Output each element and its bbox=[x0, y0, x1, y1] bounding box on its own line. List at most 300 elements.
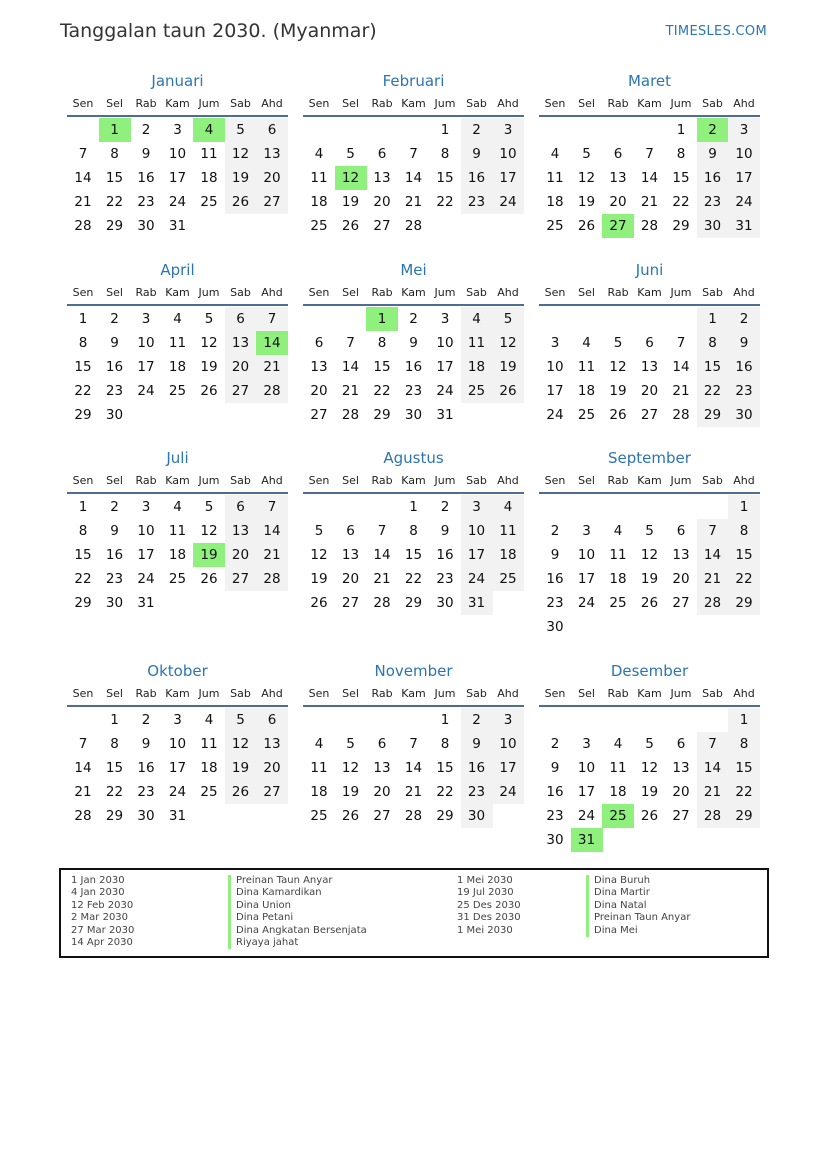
day-cell: 23 bbox=[105, 383, 124, 399]
day-cell: 29 bbox=[74, 595, 92, 611]
day-cell: 11 bbox=[492, 519, 524, 543]
month-name: Juli bbox=[166, 449, 189, 467]
day-cell: 6 bbox=[256, 708, 288, 732]
day-cell: 24 bbox=[577, 808, 596, 824]
day-cell: 29 bbox=[728, 591, 760, 615]
day-cell: 3 bbox=[728, 118, 760, 142]
day-cell: 8 bbox=[78, 335, 88, 351]
day-cell: 6 bbox=[676, 736, 686, 752]
weekday-label: Jum bbox=[198, 97, 220, 110]
day-cell: 15 bbox=[404, 547, 423, 563]
weekday-label: Kam bbox=[401, 687, 426, 700]
day-cell: 22 bbox=[404, 571, 423, 587]
weekday-label: Sab bbox=[230, 474, 251, 487]
day-cell: 11 bbox=[310, 760, 328, 776]
month-name: Maret bbox=[627, 72, 672, 90]
day-cell: 2 bbox=[440, 499, 450, 515]
day-cell: 19 bbox=[341, 784, 360, 800]
day-cell: 21 bbox=[74, 784, 92, 800]
weekday-header bbox=[67, 687, 288, 704]
weekday-label: Sen bbox=[72, 97, 94, 110]
day-cell: 16 bbox=[436, 547, 454, 563]
day-cell: 3 bbox=[582, 736, 591, 752]
day-cell: 25 bbox=[168, 383, 187, 399]
day-cell: 24 bbox=[461, 567, 493, 591]
day-cell: 13 bbox=[225, 519, 257, 543]
weekday-label: Jum bbox=[670, 286, 692, 299]
weekday-label: Sab bbox=[466, 474, 487, 487]
day-cell: 26 bbox=[200, 571, 218, 587]
legend-date: 12 Feb 2030 bbox=[71, 899, 134, 911]
day-cell: 23 bbox=[436, 571, 454, 587]
day-cell: 4 bbox=[550, 146, 560, 162]
day-cell: 14 bbox=[373, 547, 391, 563]
day-cell: 9 bbox=[550, 547, 560, 563]
day-cell: 30 bbox=[404, 407, 423, 423]
day-cell: 14 bbox=[404, 170, 423, 186]
day-cell: 8 bbox=[377, 335, 387, 351]
day-cell: 18 bbox=[461, 355, 493, 379]
month-name: April bbox=[160, 261, 195, 279]
day-cell: 24 bbox=[137, 383, 155, 399]
day-cell: 17 bbox=[546, 383, 564, 399]
day-cell: 11 bbox=[577, 359, 596, 375]
day-cell: 23 bbox=[461, 190, 493, 214]
weekday-label: Rab bbox=[371, 97, 393, 110]
day-cell: 14 bbox=[697, 756, 729, 780]
month-rule bbox=[303, 492, 524, 494]
day-cell: 25 bbox=[310, 808, 328, 824]
month-name: Mei bbox=[400, 261, 427, 279]
weekday-label: Ahd bbox=[261, 474, 283, 487]
weekday-label: Sel bbox=[106, 286, 123, 299]
weekday-label: Sen bbox=[308, 97, 330, 110]
day-cell: 9 bbox=[461, 732, 493, 756]
day-cell: 11 bbox=[168, 523, 187, 539]
day-cell: 5 bbox=[645, 523, 654, 539]
day-cell: 28 bbox=[256, 567, 288, 591]
day-cell: 22 bbox=[105, 784, 124, 800]
weekday-label: Jum bbox=[670, 474, 692, 487]
day-cell: 8 bbox=[697, 331, 729, 355]
day-cell: 5 bbox=[204, 311, 214, 327]
day-cell: 18 bbox=[609, 571, 627, 587]
day-cell: 20 bbox=[373, 784, 391, 800]
day-cell: 13 bbox=[373, 170, 391, 186]
month-name: Oktober bbox=[147, 662, 208, 680]
day-cell: 12 bbox=[225, 142, 257, 166]
day-cell: 14 bbox=[256, 519, 288, 543]
day-cell: 19 bbox=[492, 355, 524, 379]
day-cell: 6 bbox=[346, 523, 355, 539]
day-cell: 27 bbox=[373, 808, 391, 824]
weekday-label: Ahd bbox=[497, 474, 519, 487]
day-cell: 29 bbox=[728, 804, 760, 828]
day-cell: 24 bbox=[577, 595, 596, 611]
day-cell: 2 bbox=[110, 311, 119, 327]
day-cell: 29 bbox=[672, 218, 690, 234]
day-cell: 15 bbox=[697, 355, 729, 379]
day-cell: 17 bbox=[492, 166, 524, 190]
day-cell: 8 bbox=[78, 523, 88, 539]
day-cell: 3 bbox=[141, 311, 151, 327]
day-cell: 2 bbox=[141, 122, 151, 138]
day-cell: 7 bbox=[78, 736, 88, 752]
day-cell: 6 bbox=[377, 146, 387, 162]
legend-holiday-name: Preinan Taun Anyar bbox=[586, 912, 690, 924]
day-cell: 14 bbox=[697, 543, 729, 567]
day-cell: 24 bbox=[546, 407, 564, 423]
day-cell: 3 bbox=[440, 311, 450, 327]
day-cell: 29 bbox=[74, 407, 92, 423]
day-cell: 16 bbox=[546, 571, 564, 587]
day-cell: 19 bbox=[341, 194, 360, 210]
day-cell: 2 bbox=[110, 499, 119, 515]
weekday-label: Jum bbox=[198, 474, 220, 487]
month-rule bbox=[67, 115, 288, 117]
legend-date: 1 Mei 2030 bbox=[457, 875, 513, 886]
day-cell: 7 bbox=[346, 335, 355, 351]
day-cell: 9 bbox=[440, 523, 450, 539]
day-cell: 13 bbox=[672, 547, 690, 563]
weekday-label: Ahd bbox=[733, 97, 755, 110]
day-cell: 7 bbox=[409, 146, 418, 162]
legend-holiday-name: Dina Martir bbox=[586, 887, 650, 899]
day-cell: 31 bbox=[168, 808, 187, 824]
day-cell: 5 bbox=[225, 118, 257, 142]
day-cell: 26 bbox=[200, 383, 218, 399]
day-cell: 8 bbox=[110, 736, 119, 752]
legend-date: 4 Jan 2030 bbox=[71, 887, 125, 899]
weekday-label: Sel bbox=[342, 687, 359, 700]
day-cell: 30 bbox=[728, 403, 760, 427]
day-cell: 18 bbox=[168, 547, 187, 563]
day-cell: 5 bbox=[645, 736, 654, 752]
day-cell: 15 bbox=[672, 170, 690, 186]
day-cell: 19 bbox=[640, 784, 659, 800]
day-cell: 27 bbox=[256, 190, 288, 214]
day-cell: 28 bbox=[74, 808, 92, 824]
day-cell: 17 bbox=[137, 359, 155, 375]
day-cell: 26 bbox=[609, 407, 627, 423]
weekday-label: Rab bbox=[371, 687, 393, 700]
day-cell: 23 bbox=[137, 194, 155, 210]
day-cell: 26 bbox=[640, 808, 659, 824]
day-cell: 8 bbox=[409, 523, 418, 539]
weekday-label: Kam bbox=[637, 474, 662, 487]
day-cell: 29 bbox=[105, 218, 124, 234]
weekday-label: Sel bbox=[106, 97, 123, 110]
day-cell: 31 bbox=[461, 591, 493, 615]
weekday-label: Sab bbox=[466, 286, 487, 299]
day-cell: 15 bbox=[105, 170, 124, 186]
weekday-label: Sab bbox=[702, 687, 723, 700]
day-cell: 10 bbox=[168, 146, 187, 162]
day-cell: 14 bbox=[672, 359, 690, 375]
day-cell: 13 bbox=[256, 732, 288, 756]
day-cell: 21 bbox=[697, 780, 729, 804]
day-cell: 12 bbox=[225, 732, 257, 756]
day-cell: 4 bbox=[314, 736, 324, 752]
day-cell: 25 bbox=[546, 218, 564, 234]
day-cell: 18 bbox=[200, 760, 218, 776]
month-name: September bbox=[608, 449, 691, 467]
day-cell: 18 bbox=[200, 170, 218, 186]
day-cell: 8 bbox=[728, 732, 760, 756]
day-cell: 19 bbox=[310, 571, 328, 587]
day-cell: 28 bbox=[404, 808, 423, 824]
day-cell: 18 bbox=[310, 194, 328, 210]
day-cell: 25 bbox=[461, 379, 493, 403]
day-cell: 30 bbox=[546, 619, 564, 635]
weekday-label: Ahd bbox=[261, 687, 283, 700]
day-cell: 25 bbox=[609, 595, 627, 611]
day-cell: 18 bbox=[492, 543, 524, 567]
day-cell: 5 bbox=[582, 146, 591, 162]
day-cell: 28 bbox=[640, 218, 659, 234]
weekday-header bbox=[67, 97, 288, 114]
day-cell: 6 bbox=[314, 335, 324, 351]
day-cell: 5 bbox=[225, 708, 257, 732]
weekday-label: Kam bbox=[637, 286, 662, 299]
day-cell: 23 bbox=[404, 383, 423, 399]
day-cell: 5 bbox=[613, 335, 623, 351]
weekday-label: Sel bbox=[342, 474, 359, 487]
day-cell: 16 bbox=[546, 784, 564, 800]
weekday-label: Sab bbox=[230, 687, 251, 700]
weekday-label: Ahd bbox=[733, 286, 755, 299]
day-cell: 16 bbox=[105, 547, 124, 563]
holiday-day-cell: 19 bbox=[193, 543, 225, 567]
day-cell: 27 bbox=[640, 407, 659, 423]
day-cell: 1 bbox=[440, 122, 450, 138]
day-cell: 23 bbox=[105, 571, 124, 587]
day-cell: 16 bbox=[137, 760, 155, 776]
legend-holiday-name: Dina Petani bbox=[228, 912, 293, 924]
day-cell: 19 bbox=[609, 383, 627, 399]
weekday-label: Sel bbox=[578, 687, 595, 700]
day-cell: 29 bbox=[697, 403, 729, 427]
month-name: Januari bbox=[151, 72, 204, 90]
day-cell: 27 bbox=[672, 808, 690, 824]
day-cell: 30 bbox=[436, 595, 454, 611]
day-cell: 17 bbox=[137, 547, 155, 563]
day-cell: 10 bbox=[577, 547, 596, 563]
day-cell: 11 bbox=[168, 335, 187, 351]
day-cell: 5 bbox=[346, 736, 355, 752]
holiday-day-cell: 25 bbox=[602, 804, 634, 828]
day-cell: 24 bbox=[168, 194, 187, 210]
day-cell: 15 bbox=[74, 547, 92, 563]
day-cell: 12 bbox=[341, 760, 360, 776]
day-cell: 30 bbox=[105, 595, 124, 611]
day-cell: 9 bbox=[461, 142, 493, 166]
day-cell: 10 bbox=[546, 359, 564, 375]
day-cell: 29 bbox=[404, 595, 423, 611]
day-cell: 9 bbox=[110, 335, 119, 351]
day-cell: 24 bbox=[137, 571, 155, 587]
weekday-label: Sab bbox=[230, 286, 251, 299]
day-cell: 1 bbox=[728, 495, 760, 519]
day-cell: 14 bbox=[640, 170, 659, 186]
day-cell: 5 bbox=[314, 523, 324, 539]
brand-logo-text[interactable]: TIMESLES.COM bbox=[665, 24, 767, 39]
day-cell: 11 bbox=[310, 170, 328, 186]
month-rule bbox=[67, 492, 288, 494]
day-cell: 13 bbox=[672, 760, 690, 776]
day-cell: 10 bbox=[137, 335, 155, 351]
day-cell: 1 bbox=[409, 499, 418, 515]
day-cell: 12 bbox=[200, 523, 218, 539]
day-cell: 28 bbox=[672, 407, 690, 423]
month-rule bbox=[539, 705, 760, 707]
day-cell: 26 bbox=[492, 379, 524, 403]
legend-holiday-name: Dina Mei bbox=[586, 925, 638, 937]
day-cell: 19 bbox=[225, 756, 257, 780]
day-cell: 19 bbox=[200, 359, 218, 375]
day-cell: 21 bbox=[697, 567, 729, 591]
weekday-label: Rab bbox=[607, 97, 629, 110]
day-cell: 21 bbox=[373, 571, 391, 587]
weekday-header bbox=[67, 286, 288, 303]
day-cell: 14 bbox=[341, 359, 360, 375]
day-cell: 7 bbox=[377, 523, 387, 539]
month-rule bbox=[539, 492, 760, 494]
legend-holiday-name: Dina Kamardikan bbox=[228, 887, 322, 899]
day-cell: 2 bbox=[461, 708, 493, 732]
day-cell: 7 bbox=[256, 495, 288, 519]
weekday-label: Sen bbox=[308, 286, 330, 299]
legend-holiday-name: Dina Angkatan Bersenjata bbox=[228, 925, 367, 937]
day-cell: 20 bbox=[256, 166, 288, 190]
day-cell: 15 bbox=[74, 359, 92, 375]
weekday-label: Rab bbox=[607, 286, 629, 299]
day-cell: 4 bbox=[492, 495, 524, 519]
day-cell: 2 bbox=[409, 311, 418, 327]
day-cell: 6 bbox=[645, 335, 654, 351]
month-rule bbox=[303, 115, 524, 117]
day-cell: 15 bbox=[728, 756, 760, 780]
day-cell: 13 bbox=[341, 547, 360, 563]
day-cell: 16 bbox=[461, 756, 493, 780]
weekday-label: Kam bbox=[637, 97, 662, 110]
day-cell: 4 bbox=[314, 146, 324, 162]
weekday-label: Jum bbox=[670, 687, 692, 700]
weekday-label: Sen bbox=[308, 474, 330, 487]
day-cell: 30 bbox=[137, 218, 155, 234]
day-cell: 21 bbox=[256, 543, 288, 567]
day-cell: 27 bbox=[373, 218, 391, 234]
month-name: Agustus bbox=[383, 449, 444, 467]
day-cell: 20 bbox=[225, 355, 257, 379]
day-cell: 1 bbox=[78, 499, 88, 515]
weekday-header bbox=[303, 474, 524, 491]
day-cell: 10 bbox=[492, 142, 524, 166]
day-cell: 26 bbox=[577, 218, 596, 234]
day-cell: 20 bbox=[640, 383, 659, 399]
day-cell: 31 bbox=[168, 218, 187, 234]
weekday-label: Kam bbox=[165, 474, 190, 487]
weekday-label: Sab bbox=[702, 474, 723, 487]
day-cell: 15 bbox=[728, 543, 760, 567]
day-cell: 4 bbox=[204, 712, 214, 728]
day-cell: 10 bbox=[436, 335, 454, 351]
day-cell: 31 bbox=[137, 595, 155, 611]
weekday-label: Ahd bbox=[261, 286, 283, 299]
weekday-label: Sel bbox=[106, 474, 123, 487]
weekday-label: Sel bbox=[106, 687, 123, 700]
day-cell: 27 bbox=[341, 595, 360, 611]
day-cell: 22 bbox=[74, 571, 92, 587]
legend-holiday-name: Riyaya jahat bbox=[228, 937, 298, 949]
day-cell: 3 bbox=[141, 499, 151, 515]
day-cell: 25 bbox=[200, 194, 218, 210]
day-cell: 14 bbox=[74, 170, 92, 186]
day-cell: 16 bbox=[728, 355, 760, 379]
day-cell: 22 bbox=[436, 784, 454, 800]
day-cell: 25 bbox=[200, 784, 218, 800]
holiday-day-cell: 27 bbox=[602, 214, 634, 238]
weekday-label: Rab bbox=[371, 474, 393, 487]
day-cell: 18 bbox=[577, 383, 596, 399]
weekday-label: Rab bbox=[135, 687, 157, 700]
day-cell: 2 bbox=[728, 307, 760, 331]
day-cell: 20 bbox=[225, 543, 257, 567]
holiday-day-cell: 12 bbox=[335, 166, 367, 190]
day-cell: 26 bbox=[225, 780, 257, 804]
day-cell: 4 bbox=[461, 307, 493, 331]
day-cell: 16 bbox=[105, 359, 124, 375]
day-cell: 20 bbox=[672, 784, 690, 800]
day-cell: 28 bbox=[341, 407, 360, 423]
day-cell: 13 bbox=[310, 359, 328, 375]
weekday-label: Rab bbox=[371, 286, 393, 299]
weekday-label: Sen bbox=[544, 97, 566, 110]
day-cell: 26 bbox=[225, 190, 257, 214]
day-cell: 30 bbox=[137, 808, 155, 824]
weekday-label: Kam bbox=[401, 286, 426, 299]
day-cell: 30 bbox=[697, 214, 729, 238]
day-cell: 9 bbox=[141, 146, 151, 162]
weekday-label: Jum bbox=[434, 286, 456, 299]
day-cell: 11 bbox=[609, 547, 627, 563]
day-cell: 20 bbox=[373, 194, 391, 210]
day-cell: 23 bbox=[546, 808, 564, 824]
day-cell: 1 bbox=[676, 122, 686, 138]
day-cell: 11 bbox=[609, 760, 627, 776]
weekday-label: Ahd bbox=[733, 474, 755, 487]
holiday-day-cell: 31 bbox=[571, 828, 603, 852]
day-cell: 6 bbox=[377, 736, 387, 752]
legend-date: 2 Mar 2030 bbox=[71, 912, 129, 924]
day-cell: 17 bbox=[168, 760, 187, 776]
day-cell: 21 bbox=[640, 194, 659, 210]
day-cell: 20 bbox=[609, 194, 627, 210]
day-cell: 17 bbox=[461, 543, 493, 567]
legend-date: 19 Jul 2030 bbox=[457, 887, 514, 899]
day-cell: 24 bbox=[492, 190, 524, 214]
day-cell: 21 bbox=[256, 355, 288, 379]
day-cell: 19 bbox=[640, 571, 659, 587]
day-cell: 9 bbox=[110, 523, 119, 539]
day-cell: 2 bbox=[550, 523, 560, 539]
day-cell: 4 bbox=[613, 736, 623, 752]
weekday-header bbox=[539, 687, 760, 704]
day-cell: 17 bbox=[492, 756, 524, 780]
weekday-label: Kam bbox=[165, 286, 190, 299]
day-cell: 1 bbox=[440, 712, 450, 728]
day-cell: 29 bbox=[373, 407, 391, 423]
